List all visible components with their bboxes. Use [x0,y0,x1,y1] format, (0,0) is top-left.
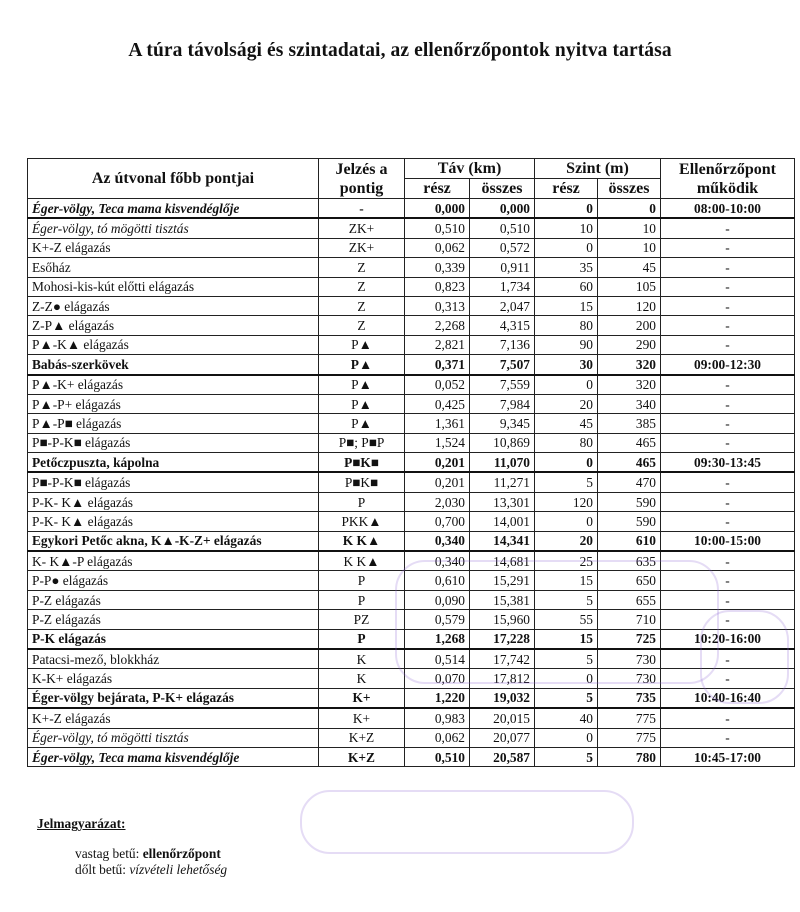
distance-part: 1,220 [405,688,470,708]
header-distance-part: rész [405,179,470,199]
point-mark: K+ [319,708,405,728]
header-route-points: Az útvonal főbb pontjai [28,159,319,199]
point-mark: K [319,669,405,688]
point-name: P▲-P■ elágazás [28,414,319,433]
header-distance: Táv (km) [405,159,535,179]
header-elevation: Szint (m) [535,159,661,179]
point-mark: P■; P■P [319,433,405,452]
distance-part: 0,371 [405,355,470,375]
point-name: Éger-völgy, Teca mama kisvendéglője [28,747,319,766]
distance-total: 1,734 [470,277,535,296]
distance-part: 0,000 [405,199,470,219]
elevation-total: 465 [598,453,661,473]
legend-italic-value: vízvételi lehetőség [129,862,228,877]
elevation-total: 725 [598,629,661,649]
point-name: Egykori Petőc akna, K▲-K-Z+ elágazás [28,531,319,551]
point-mark: P■K■ [319,453,405,473]
elevation-part: 0 [535,453,598,473]
distance-part: 0,514 [405,649,470,669]
table-row [28,277,795,296]
point-mark: K+Z [319,747,405,766]
distance-total: 10,869 [470,433,535,452]
point-mark: P■K■ [319,472,405,492]
elevation-total: 590 [598,512,661,531]
distance-total: 0,000 [470,199,535,219]
legend-title: Jelmagyarázat: [37,816,126,831]
table-row [28,433,795,452]
route-table-body [28,199,795,767]
elevation-part: 35 [535,258,598,277]
table-row [28,296,795,315]
checkpoint-time: 10:20-16:00 [661,629,795,649]
point-name: Z-P▲ elágazás [28,316,319,335]
point-name: Éger-völgy bejárata, P-K+ elágazás [28,688,319,708]
point-mark: P [319,590,405,609]
point-mark: P [319,492,405,511]
checkpoint-time: - [661,296,795,315]
point-name: Mohosi-kis-kút előtti elágazás [28,277,319,296]
header-checkpoint: Ellenőrzőpont működik [661,159,795,199]
distance-part: 0,201 [405,453,470,473]
elevation-part: 45 [535,414,598,433]
checkpoint-time: - [661,512,795,531]
legend [37,816,228,878]
point-name: P▲-K+ elágazás [28,375,319,395]
table-row [28,571,795,590]
point-name: P▲-K▲ elágazás [28,335,319,354]
point-mark: ZK+ [319,218,405,238]
distance-part: 0,201 [405,472,470,492]
point-name: Éger-völgy, tó mögötti tisztás [28,728,319,747]
distance-part: 0,579 [405,610,470,629]
elevation-part: 0 [535,512,598,531]
route-table [27,158,795,767]
point-mark: P▲ [319,355,405,375]
elevation-total: 710 [598,610,661,629]
elevation-part: 120 [535,492,598,511]
table-row [28,747,795,766]
table-row [28,688,795,708]
elevation-part: 80 [535,316,598,335]
elevation-total: 120 [598,296,661,315]
distance-total: 17,742 [470,649,535,669]
elevation-total: 10 [598,238,661,257]
distance-total: 15,381 [470,590,535,609]
distance-total: 11,271 [470,472,535,492]
table-row [28,258,795,277]
elevation-part: 0 [535,728,598,747]
elevation-part: 0 [535,669,598,688]
legend-bold-label: vastag betű: [75,846,143,861]
elevation-part: 5 [535,747,598,766]
legend-bold-row [75,846,227,862]
elevation-total: 200 [598,316,661,335]
point-name: Z-Z● elágazás [28,296,319,315]
elevation-part: 20 [535,394,598,413]
elevation-part: 90 [535,335,598,354]
elevation-part: 5 [535,649,598,669]
elevation-total: 655 [598,590,661,609]
distance-part: 0,340 [405,531,470,551]
elevation-part: 25 [535,551,598,571]
distance-total: 9,345 [470,414,535,433]
checkpoint-time: - [661,669,795,688]
point-mark: P▲ [319,335,405,354]
table-row [28,335,795,354]
checkpoint-time: - [661,375,795,395]
point-mark: ZK+ [319,238,405,257]
elevation-total: 105 [598,277,661,296]
point-name: P-Z elágazás [28,590,319,609]
point-mark: P [319,571,405,590]
distance-part: 0,062 [405,728,470,747]
point-mark: PKK▲ [319,512,405,531]
table-row [28,218,795,238]
checkpoint-time: 09:00-12:30 [661,355,795,375]
point-mark: Z [319,296,405,315]
table-row [28,199,795,219]
point-name: P-P● elágazás [28,571,319,590]
elevation-part: 15 [535,296,598,315]
distance-part: 2,030 [405,492,470,511]
elevation-total: 470 [598,472,661,492]
checkpoint-time: - [661,571,795,590]
distance-part: 2,821 [405,335,470,354]
point-mark: P▲ [319,414,405,433]
distance-total: 15,291 [470,571,535,590]
distance-part: 0,090 [405,590,470,609]
checkpoint-time: - [661,492,795,511]
elevation-part: 15 [535,571,598,590]
distance-part: 0,339 [405,258,470,277]
point-name: Esőház [28,258,319,277]
distance-total: 0,911 [470,258,535,277]
table-row [28,414,795,433]
legend-bold-value: ellenőrzőpont [142,846,221,861]
elevation-total: 385 [598,414,661,433]
elevation-total: 650 [598,571,661,590]
elevation-total: 775 [598,728,661,747]
elevation-total: 635 [598,551,661,571]
distance-part: 0,510 [405,218,470,238]
elevation-total: 730 [598,669,661,688]
distance-part: 0,610 [405,571,470,590]
elevation-part: 20 [535,531,598,551]
checkpoint-time: 10:45-17:00 [661,747,795,766]
distance-part: 0,425 [405,394,470,413]
checkpoint-time: - [661,551,795,571]
elevation-part: 80 [535,433,598,452]
table-row [28,629,795,649]
table-row [28,472,795,492]
elevation-part: 60 [535,277,598,296]
distance-total: 13,301 [470,492,535,511]
elevation-total: 320 [598,375,661,395]
point-mark: Z [319,277,405,296]
elevation-total: 775 [598,708,661,728]
point-name: P-K elágazás [28,629,319,649]
checkpoint-time: - [661,433,795,452]
checkpoint-time: - [661,335,795,354]
checkpoint-time: - [661,258,795,277]
point-mark: PZ [319,610,405,629]
distance-part: 2,268 [405,316,470,335]
point-mark: K+Z [319,728,405,747]
elevation-total: 730 [598,649,661,669]
point-name: P■-P-K■ elágazás [28,472,319,492]
elevation-total: 320 [598,355,661,375]
checkpoint-time: - [661,238,795,257]
checkpoint-time: - [661,649,795,669]
table-row [28,512,795,531]
point-mark: Z [319,258,405,277]
distance-total: 17,228 [470,629,535,649]
point-name: Petőczpuszta, kápolna [28,453,319,473]
distance-total: 20,077 [470,728,535,747]
distance-part: 1,524 [405,433,470,452]
elevation-total: 45 [598,258,661,277]
header-distance-total: összes [470,179,535,199]
checkpoint-time: 09:30-13:45 [661,453,795,473]
stamp-mark [300,790,634,854]
point-name: P-K- K▲ elágazás [28,512,319,531]
point-mark: K+ [319,688,405,708]
checkpoint-time: - [661,277,795,296]
elevation-total: 0 [598,199,661,219]
distance-total: 7,136 [470,335,535,354]
table-row [28,669,795,688]
distance-total: 7,984 [470,394,535,413]
table-row [28,728,795,747]
elevation-part: 0 [535,238,598,257]
point-name: K- K▲-P elágazás [28,551,319,571]
distance-total: 0,510 [470,218,535,238]
distance-part: 0,052 [405,375,470,395]
point-mark: K K▲ [319,551,405,571]
distance-part: 0,510 [405,747,470,766]
point-name: Éger-völgy, tó mögötti tisztás [28,218,319,238]
distance-total: 14,681 [470,551,535,571]
table-row [28,355,795,375]
elevation-total: 290 [598,335,661,354]
checkpoint-time: - [661,394,795,413]
checkpoint-time: 10:00-15:00 [661,531,795,551]
distance-part: 0,313 [405,296,470,315]
table-row [28,708,795,728]
elevation-part: 15 [535,629,598,649]
checkpoint-time: - [661,218,795,238]
point-mark: Z [319,316,405,335]
point-name: P-Z elágazás [28,610,319,629]
checkpoint-time: 08:00-10:00 [661,199,795,219]
elevation-part: 0 [535,199,598,219]
checkpoint-time: - [661,590,795,609]
point-name: P▲-P+ elágazás [28,394,319,413]
elevation-part: 5 [535,590,598,609]
table-row [28,394,795,413]
point-name: Babás-szerkövek [28,355,319,375]
table-row [28,316,795,335]
header-mark: Jelzés a pontig [319,159,405,199]
checkpoint-time: - [661,708,795,728]
elevation-total: 10 [598,218,661,238]
distance-total: 7,559 [470,375,535,395]
point-mark: - [319,199,405,219]
distance-part: 0,823 [405,277,470,296]
elevation-part: 10 [535,218,598,238]
header-elevation-part: rész [535,179,598,199]
distance-part: 1,268 [405,629,470,649]
elevation-part: 5 [535,688,598,708]
legend-italic-label: dőlt betű: [75,862,130,877]
legend-italic-row [75,862,227,878]
distance-total: 14,341 [470,531,535,551]
distance-total: 0,572 [470,238,535,257]
point-name: Patacsi-mező, blokkház [28,649,319,669]
distance-total: 14,001 [470,512,535,531]
elevation-total: 465 [598,433,661,452]
distance-total: 19,032 [470,688,535,708]
distance-total: 11,070 [470,453,535,473]
elevation-part: 5 [535,472,598,492]
distance-total: 2,047 [470,296,535,315]
distance-part: 0,070 [405,669,470,688]
table-row [28,453,795,473]
distance-total: 17,812 [470,669,535,688]
point-mark: K K▲ [319,531,405,551]
elevation-total: 735 [598,688,661,708]
distance-part: 1,361 [405,414,470,433]
table-row [28,551,795,571]
checkpoint-time: - [661,414,795,433]
table-row [28,492,795,511]
elevation-total: 340 [598,394,661,413]
point-mark: K [319,649,405,669]
distance-part: 0,700 [405,512,470,531]
point-name: K-K+ elágazás [28,669,319,688]
distance-total: 20,587 [470,747,535,766]
checkpoint-time: - [661,728,795,747]
distance-part: 0,983 [405,708,470,728]
table-row [28,590,795,609]
checkpoint-time: - [661,316,795,335]
point-mark: P [319,629,405,649]
elevation-part: 0 [535,375,598,395]
elevation-part: 55 [535,610,598,629]
table-row [28,238,795,257]
elevation-part: 40 [535,708,598,728]
checkpoint-time: - [661,472,795,492]
header-elevation-total: összes [598,179,661,199]
table-row [28,375,795,395]
document-title: A túra távolsági és szintadatai, az ellenőrzőpontok nyitva tartása [128,40,672,61]
point-mark: P▲ [319,375,405,395]
point-name: Éger-völgy, Teca mama kisvendéglője [28,199,319,219]
distance-part: 0,062 [405,238,470,257]
point-name: P■-P-K■ elágazás [28,433,319,452]
point-name: K+-Z elágazás [28,238,319,257]
distance-total: 15,960 [470,610,535,629]
point-name: P-K- K▲ elágazás [28,492,319,511]
table-row [28,610,795,629]
table-row [28,649,795,669]
elevation-part: 30 [535,355,598,375]
elevation-total: 590 [598,492,661,511]
distance-total: 20,015 [470,708,535,728]
elevation-total: 780 [598,747,661,766]
point-name: K+-Z elágazás [28,708,319,728]
elevation-total: 610 [598,531,661,551]
table-row [28,531,795,551]
checkpoint-time: - [661,610,795,629]
distance-total: 4,315 [470,316,535,335]
checkpoint-time: 10:40-16:40 [661,688,795,708]
distance-total: 7,507 [470,355,535,375]
point-mark: P▲ [319,394,405,413]
distance-part: 0,340 [405,551,470,571]
